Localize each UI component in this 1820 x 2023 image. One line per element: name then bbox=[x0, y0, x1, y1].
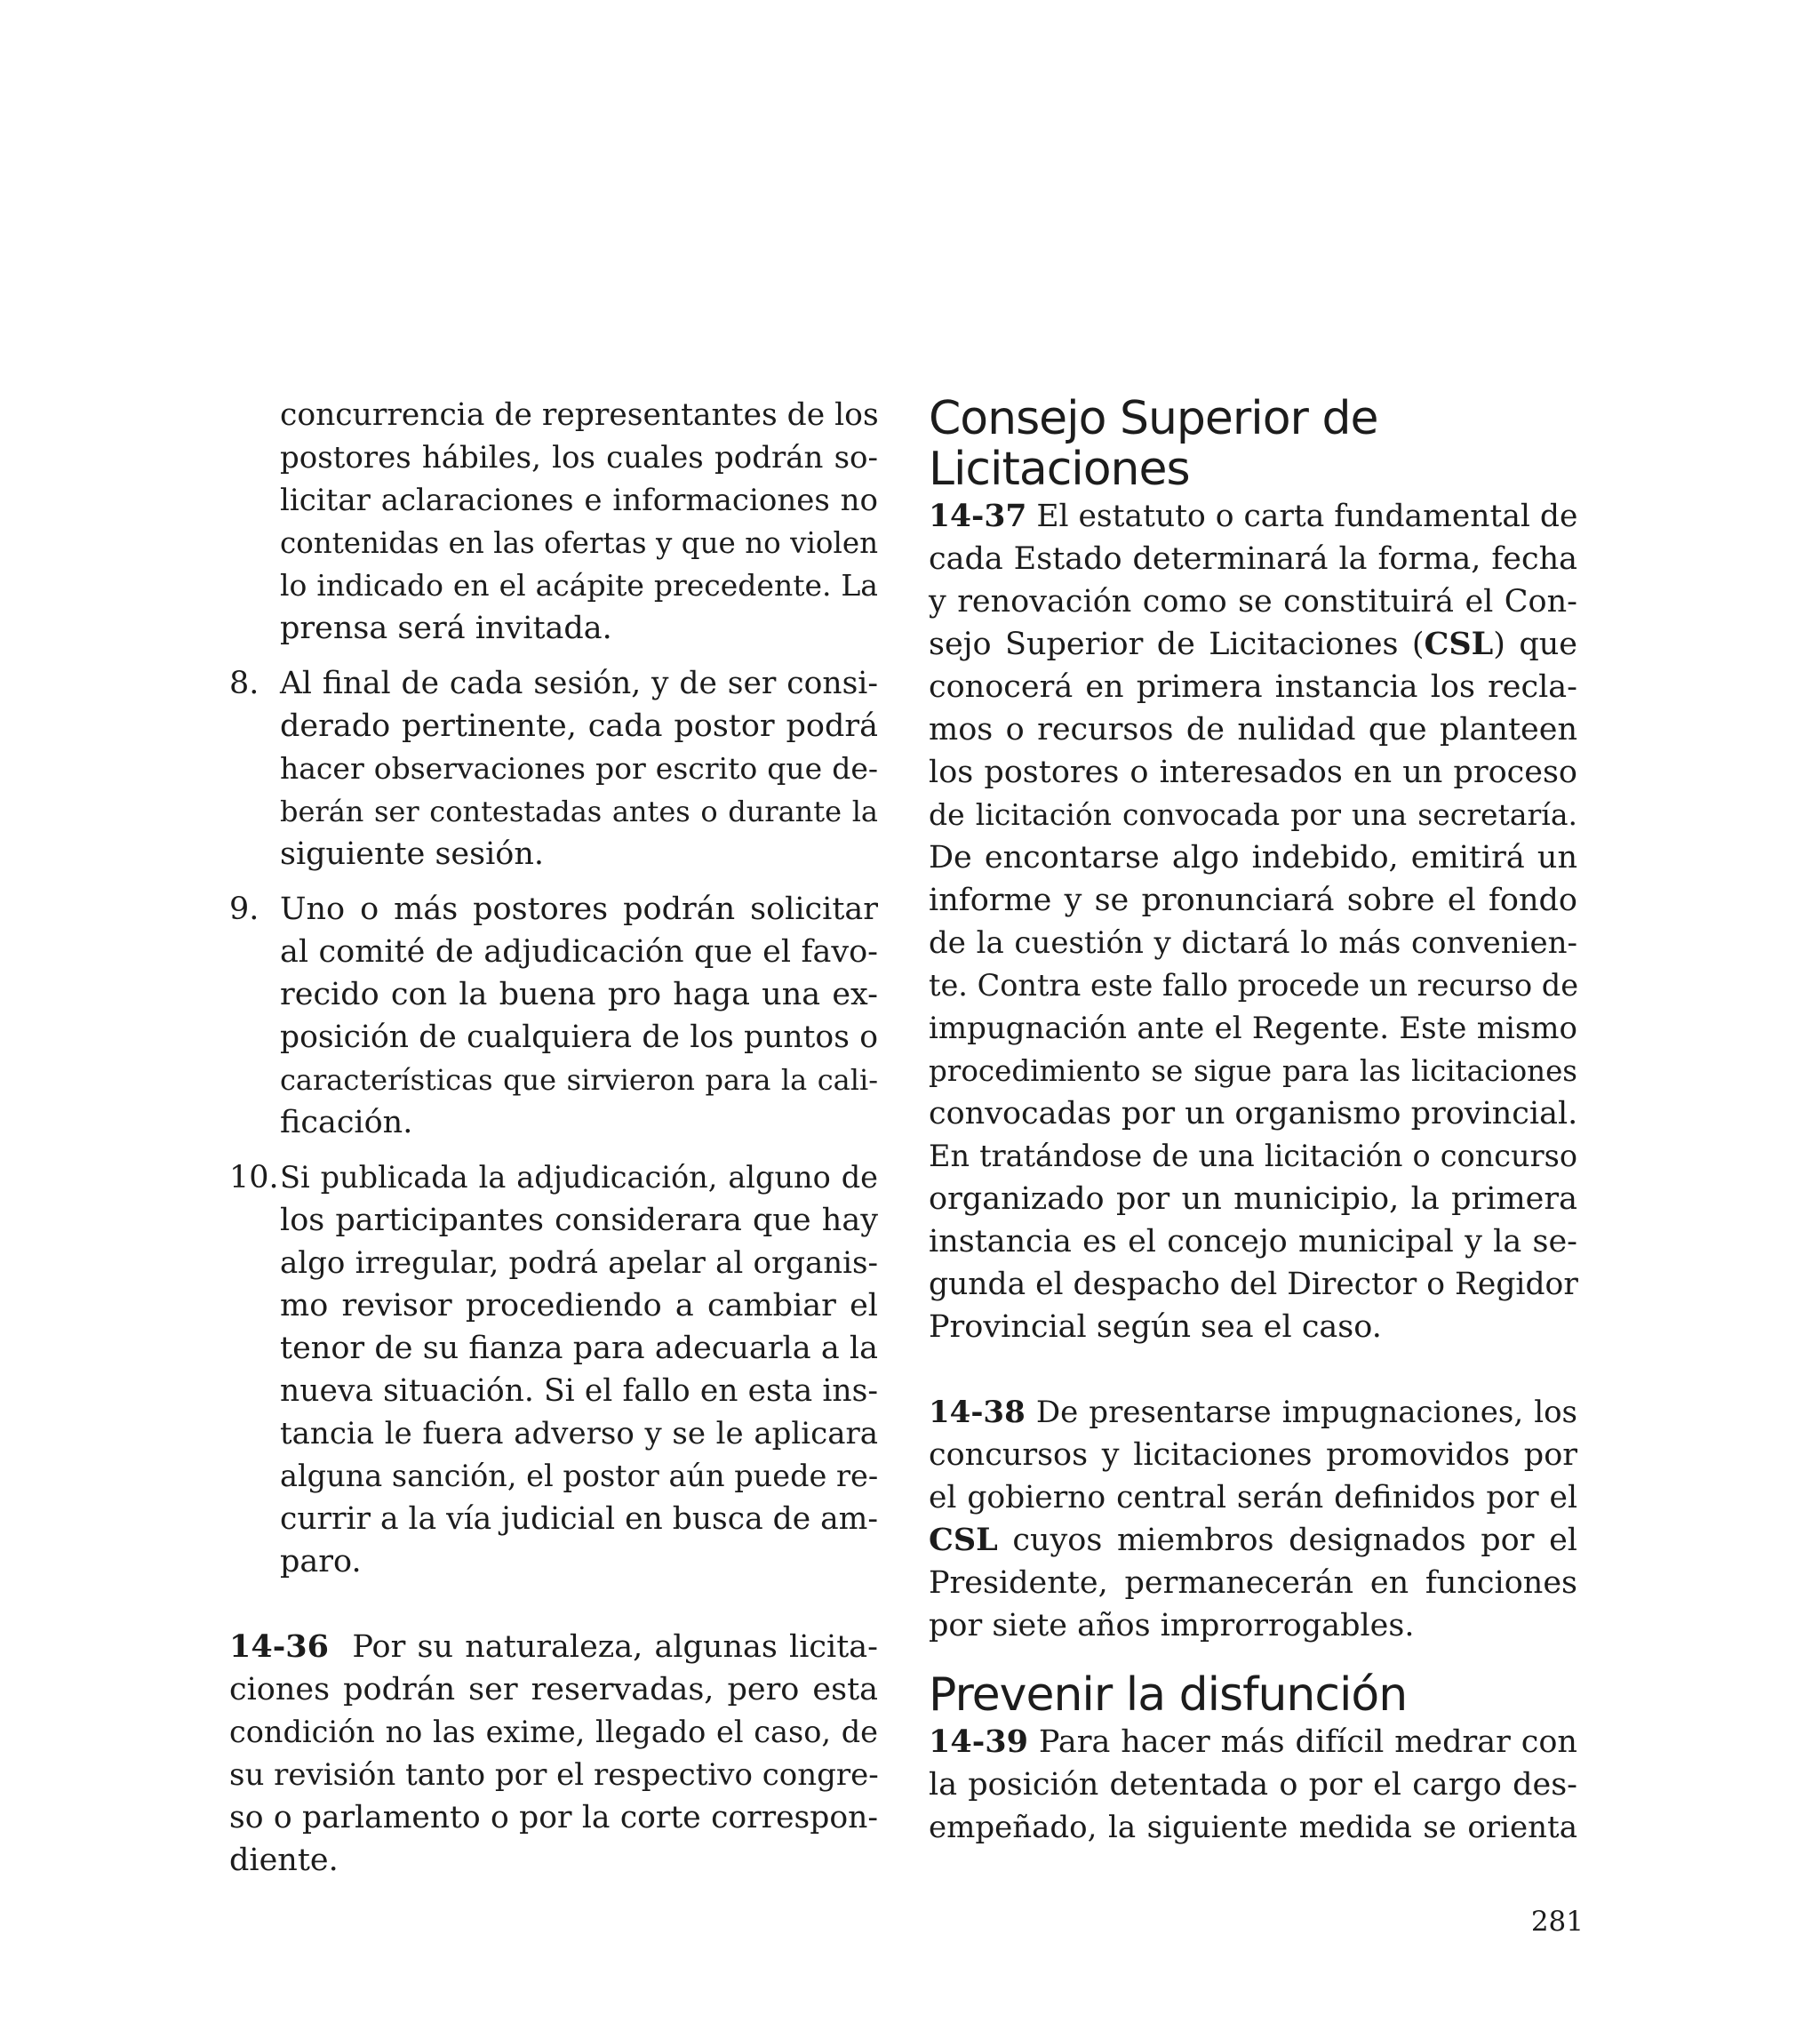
text-line: currir a la vía judicial en busca de am- bbox=[280, 1501, 879, 1537]
text-line: siguiente sesión. bbox=[280, 836, 545, 872]
abbreviation-csl: CSL bbox=[929, 1522, 998, 1558]
text-line: informe y se pronunciará sobre el fondo bbox=[929, 883, 1577, 918]
paragraph-number: 14-38 bbox=[929, 1395, 1026, 1430]
paragraph-number: 14-36 bbox=[229, 1628, 329, 1665]
text-line: mo revisor procediendo a cambiar el bbox=[280, 1288, 878, 1323]
list-item-number: 9. bbox=[229, 892, 259, 927]
paragraph-14-39 bbox=[929, 1721, 1577, 1849]
text-line: instancia es el concejo municipal y la se- bbox=[929, 1224, 1577, 1259]
text-line: de la cuestión y dictará lo más convenien- bbox=[929, 925, 1577, 961]
text-line: Presidente, permanecerán en funciones bbox=[929, 1565, 1577, 1601]
paragraph-14-36 bbox=[229, 1626, 878, 1882]
text-line: De encontarse algo indebido, emitirá un bbox=[929, 840, 1577, 876]
paragraph-14-37 bbox=[929, 495, 1577, 1348]
text-line: conocerá en primera instancia los recla- bbox=[929, 669, 1577, 705]
text-line: prensa será invitada. bbox=[280, 611, 612, 646]
text-line: cada Estado determinará la forma, fecha bbox=[929, 541, 1577, 577]
section-heading: Consejo Superior de Licitaciones bbox=[929, 392, 1378, 496]
list-item-8 bbox=[229, 662, 878, 876]
text-line: tancia le fuera adverso y se le aplicara bbox=[280, 1416, 878, 1451]
text-line: paro. bbox=[280, 1544, 362, 1579]
section-heading: Prevenir la disfunción bbox=[929, 1668, 1408, 1722]
text-line: 14-37 El estatuto o carta fundamental de bbox=[929, 499, 1578, 534]
text-line: de licitación convocada por una secretaría. bbox=[929, 797, 1577, 832]
text-line: alguna sanción, el postor aún puede re- bbox=[280, 1459, 879, 1493]
paragraph-14-38 bbox=[929, 1391, 1577, 1647]
text-line: En tratándose de una licitación o concurso bbox=[929, 1139, 1577, 1173]
text-line: recido con la buena pro haga una ex- bbox=[280, 977, 878, 1012]
text-line: convocadas por un organismo provincial. bbox=[929, 1096, 1578, 1131]
text-line: Al final de cada sesión, y de ser consi- bbox=[280, 666, 878, 701]
text-line: licitar aclaraciones e informaciones no bbox=[280, 483, 878, 518]
text-line: su revisión tanto por el respectivo congre- bbox=[229, 1757, 879, 1793]
left-column bbox=[229, 394, 878, 1882]
text-line: nueva situación. Si el fallo en esta ins- bbox=[280, 1373, 878, 1409]
text-line: concurrencia de representantes de los bbox=[280, 397, 879, 433]
text-line: al comité de adjudicación que el favo- bbox=[280, 934, 878, 970]
paragraph-number: 14-39 bbox=[929, 1723, 1028, 1760]
text-line: te. Contra este fallo procede un recurso de bbox=[929, 968, 1579, 1003]
text-line: ficación. bbox=[280, 1105, 413, 1140]
text-line: la posición detentada o por el cargo des- bbox=[929, 1767, 1577, 1803]
text-line: so o parlamento o por la corte correspon- bbox=[229, 1800, 878, 1835]
text-line: CSL cuyos miembros designados por el bbox=[929, 1522, 1577, 1558]
text-line: organizado por un municipio, la primera bbox=[929, 1181, 1577, 1217]
text-line: algo irregular, podrá apelar al organis- bbox=[280, 1245, 878, 1281]
text-line: mos o recursos de nulidad que planteen bbox=[929, 712, 1577, 748]
text-line: y renovación como se constituirá el Con- bbox=[929, 584, 1577, 620]
text-line: lo indicado en el acápite precedente. La bbox=[280, 568, 878, 603]
text-line: ciones podrán ser reservadas, pero esta bbox=[229, 1672, 878, 1707]
text-line: concursos y licitaciones promovidos por bbox=[929, 1437, 1577, 1473]
text-line: Si publicada la adjudicación, alguno de bbox=[280, 1160, 878, 1195]
text-line: condición no las exime, llegado el caso, de bbox=[229, 1715, 878, 1749]
text-line: 14-36 Por su naturaleza, algunas licita- bbox=[229, 1628, 878, 1665]
text-line: empeñado, la siguiente medida se orienta bbox=[929, 1810, 1577, 1845]
text-line: impugnación ante el Regente. Este mismo bbox=[929, 1011, 1577, 1046]
text-line: sejo Superior de Licitaciones (CSL) que bbox=[929, 626, 1577, 662]
text-line: derado pertinente, cada postor podrá bbox=[280, 708, 878, 744]
text-line: posición de cualquiera de los puntos o bbox=[280, 1019, 878, 1055]
text-line: contenidas en las ofertas y que no violen bbox=[280, 526, 878, 560]
text-line: por siete años improrrogables. bbox=[929, 1608, 1415, 1643]
text-line: tenor de su fianza para adecuarla a la bbox=[280, 1331, 878, 1366]
text-line: berán ser contestadas antes o durante la bbox=[280, 795, 878, 828]
list-item-10 bbox=[229, 1156, 878, 1583]
right-column bbox=[929, 394, 1577, 1849]
item-7-continuation bbox=[229, 394, 878, 650]
text-line: postores hábiles, los cuales podrán so- bbox=[280, 440, 878, 476]
text-line: gunda el despacho del Director o Regidor bbox=[929, 1267, 1578, 1302]
list-item-number: 10. bbox=[229, 1160, 279, 1195]
text-line: el gobierno central serán definidos por el bbox=[929, 1480, 1577, 1515]
text-line: diente. bbox=[229, 1843, 339, 1878]
text-line: procedimiento se sigue para las licitaciones bbox=[929, 1054, 1577, 1088]
abbreviation-csl: CSL bbox=[1424, 626, 1494, 662]
text-line: características que sirvieron para la cali- bbox=[280, 1063, 878, 1097]
text-line: los postores o interesados en un proceso bbox=[929, 755, 1577, 790]
list-item-number: 8. bbox=[229, 666, 259, 701]
text-line: los participantes considerara que hay bbox=[280, 1203, 878, 1238]
text-line: hacer observaciones por escrito que de- bbox=[280, 751, 878, 786]
text-line: 14-39 Para hacer más difícil medrar con bbox=[929, 1723, 1577, 1760]
page-number: 281 bbox=[1530, 1906, 1584, 1938]
text-line: Provincial según sea el caso. bbox=[929, 1309, 1382, 1345]
paragraph-number: 14-37 bbox=[929, 499, 1027, 534]
list-item-9 bbox=[229, 888, 878, 1144]
text-line: 14-38 De presentarse impugnaciones, los bbox=[929, 1395, 1578, 1430]
text-line: Uno o más postores podrán solicitar bbox=[280, 892, 878, 927]
